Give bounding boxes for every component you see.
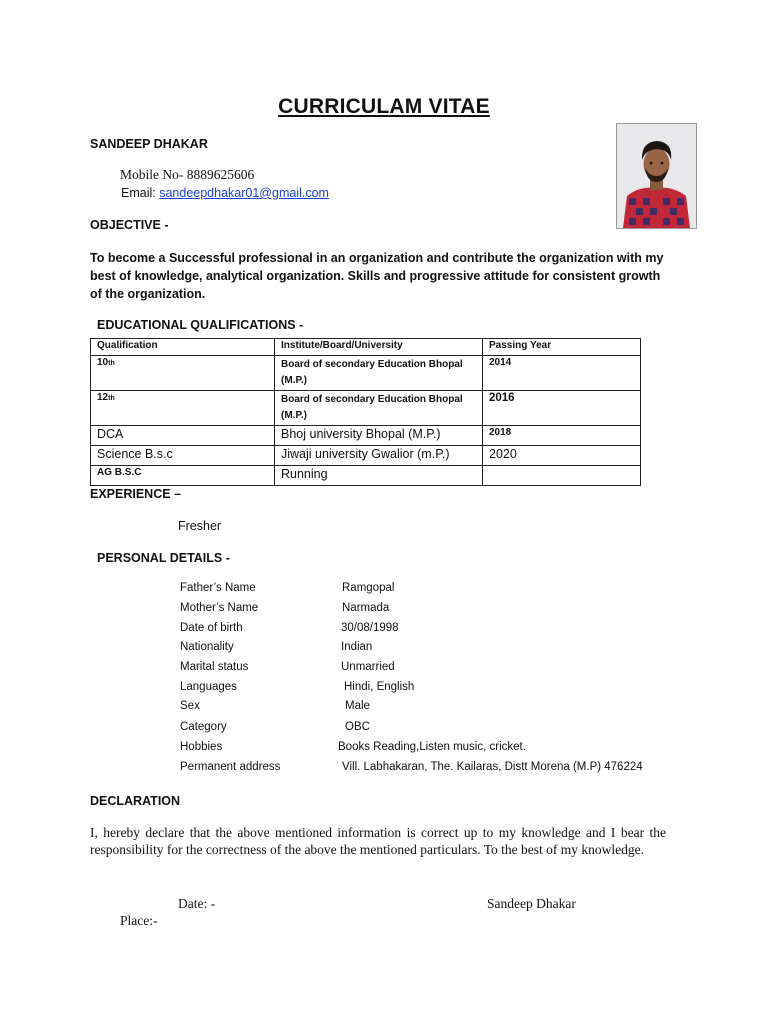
personal-value-category: OBC xyxy=(345,721,370,733)
year-cell xyxy=(483,466,641,486)
email-line xyxy=(121,186,329,200)
mobile-number: Mobile No- 8889625606 xyxy=(120,167,255,182)
signature-name: Sandeep Dhakar xyxy=(487,896,576,911)
qualification-cell: 10th xyxy=(91,356,275,391)
declaration-text: I, hereby declare that the above mentioned information is correct up to my knowledge and I bear the responsibility for the correctness of the above the mentioned particulars. To the best of my knowledge. xyxy=(90,825,666,857)
qualification-cell: Science B.s.c xyxy=(91,446,275,466)
qualification-cell: 12th xyxy=(91,391,275,426)
personal-value-sex: Male xyxy=(345,700,370,712)
institute-cell: Jiwaji university Gwalior (m.P.) xyxy=(275,446,483,466)
personal-value-address: Vill. Labhakaran, The. Kailaras, Distt Morena (M.P) 476224 xyxy=(342,761,643,773)
institute-cell: Running xyxy=(275,466,483,486)
year-cell: 2020 xyxy=(483,446,641,466)
personal-label-address: Permanent address xyxy=(180,761,281,773)
qualification-cell: DCA xyxy=(91,426,275,446)
personal-label-languages: Languages xyxy=(180,681,237,693)
personal-value-hobbies: Books Reading,Listen music, cricket. xyxy=(338,741,526,753)
table-row xyxy=(91,466,641,486)
personal-label-father: Father’s Name xyxy=(180,582,256,594)
personal-value-nationality: Indian xyxy=(341,641,373,653)
personal-label-hobbies: Hobbies xyxy=(180,741,223,753)
institute-cell: Board of secondary Education Bhopal (M.P.) xyxy=(275,356,483,391)
table-row xyxy=(91,356,641,391)
header-qualification: Qualification xyxy=(91,339,275,356)
header-passing-year: Passing Year xyxy=(483,339,641,356)
personal-value-marital: Unmarried xyxy=(341,661,395,673)
objective-text: To become a Successful professional in an organization and contribute the organization with my best of knowledge, analytical organization. Skills and progressive attitude for consistent growth of the organization. xyxy=(90,251,664,301)
year-cell: 2016 xyxy=(483,391,641,426)
experience-heading: EXPERIENCE – xyxy=(90,487,182,501)
personal-value-dob: 30/08/1998 xyxy=(341,622,399,634)
personal-value-father: Ramgopal xyxy=(342,582,395,594)
header-institute: Institute/Board/University xyxy=(275,339,483,356)
year-cell: 2014 xyxy=(483,356,641,391)
place-label: Place:- xyxy=(120,913,158,928)
personal-value-mother: Narmada xyxy=(342,602,390,614)
table-header-row xyxy=(91,339,641,356)
table-row xyxy=(91,446,641,466)
education-heading: EDUCATIONAL QUALIFICATIONS - xyxy=(97,318,304,332)
declaration-heading: DECLARATION xyxy=(90,794,181,808)
table-row xyxy=(91,426,641,446)
profile-photo xyxy=(616,123,697,229)
date-label: Date: - xyxy=(178,896,216,911)
personal-label-sex: Sex xyxy=(180,700,200,712)
experience-text: Fresher xyxy=(178,519,222,533)
education-table xyxy=(90,338,641,486)
personal-heading: PERSONAL DETAILS - xyxy=(97,551,230,565)
page-title: CURRICULAM VITAE xyxy=(278,95,490,118)
objective-heading: OBJECTIVE - xyxy=(90,218,169,232)
personal-label-marital: Marital status xyxy=(180,661,249,673)
institute-cell: Bhoj university Bhopal (M.P.) xyxy=(275,426,483,446)
table-row xyxy=(91,391,641,426)
email-label: Email: xyxy=(121,186,156,200)
personal-label-nationality: Nationality xyxy=(180,641,234,653)
email-link[interactable]: sandeepdhakar01@gmail.com xyxy=(159,186,329,200)
personal-label-mother: Mother’s Name xyxy=(180,602,259,614)
personal-label-category: Category xyxy=(180,721,227,733)
personal-label-dob: Date of birth xyxy=(180,622,243,634)
qualification-cell: AG B.S.C xyxy=(91,466,275,486)
institute-cell: Board of secondary Education Bhopal (M.P.) xyxy=(275,391,483,426)
candidate-name: SANDEEP DHAKAR xyxy=(90,137,208,151)
personal-value-languages: Hindi, English xyxy=(344,681,415,693)
year-cell: 2018 xyxy=(483,426,641,446)
